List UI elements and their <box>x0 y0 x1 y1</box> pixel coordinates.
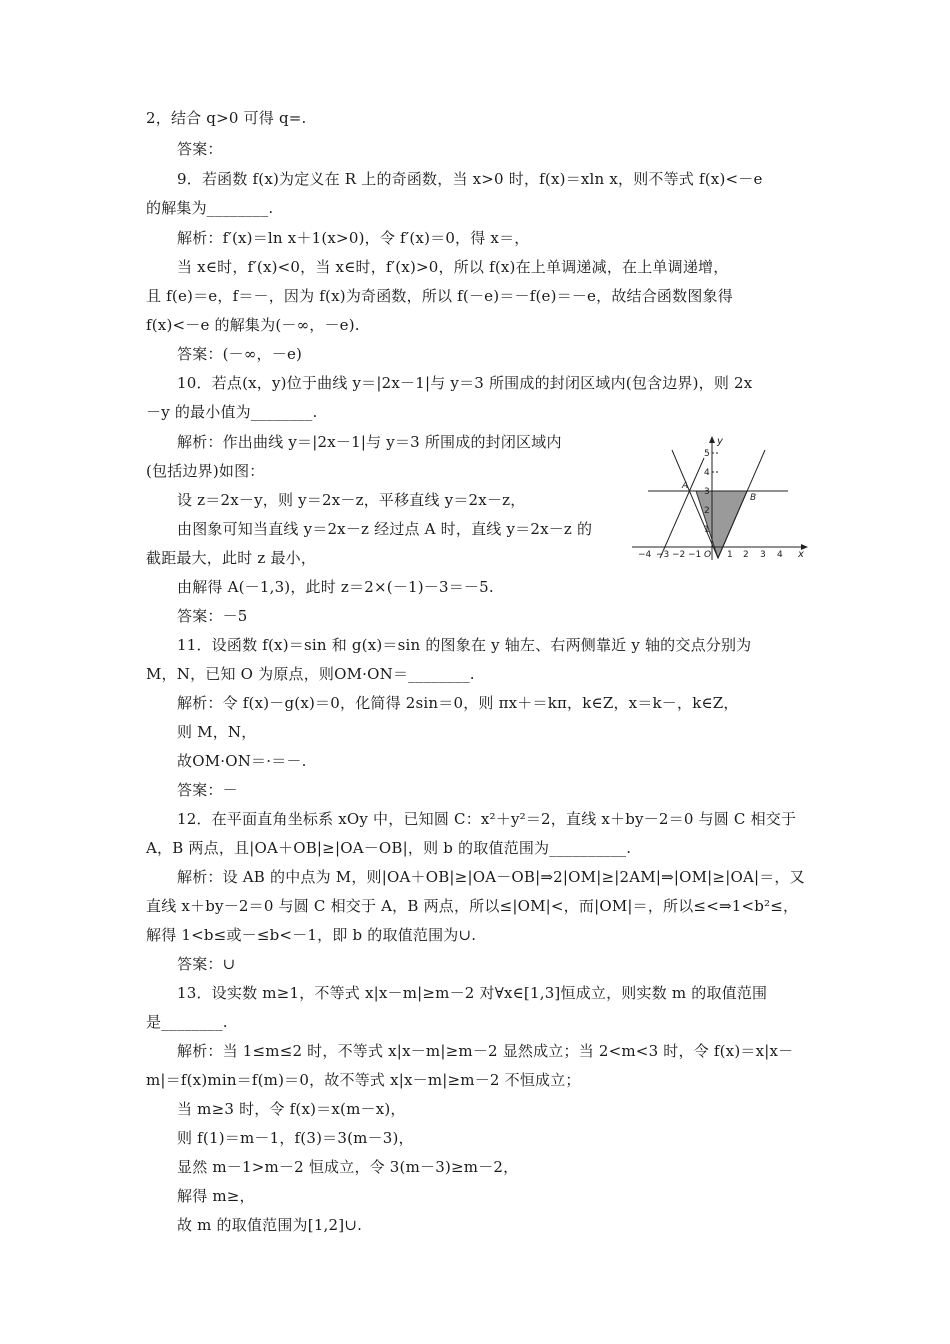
text-line: 答案：∪ <box>177 955 236 973</box>
text-line: A，B 两点，且|OA＋OB|≥|OA－OB|，则 b 的取值范围为__________. <box>146 839 632 857</box>
text-line: 9．若函数 f(x)为定义在 R 上的奇函数，当 x>0 时，f(x)＝xln x，则不等式 f(x)<－e <box>177 170 763 188</box>
text-line: 解析：f′(x)＝ln x＋1(x>0)，令 f′(x)＝0，得 x＝， <box>177 229 530 247</box>
text-line: 设 z＝2x－y，则 y＝2x－z，平移直线 y＝2x－z， <box>177 491 526 509</box>
text-line: 11．设函数 f(x)＝sin 和 g(x)＝sin 的图象在 y 轴左、右两侧靠近 y 轴的交点分别为 <box>177 636 752 654</box>
origin-label: O <box>704 550 712 560</box>
point-a-label: A <box>682 481 689 491</box>
text-line: 答案：－ <box>177 781 238 799</box>
text-line: 10．若点(x，y)位于曲线 y＝|2x－1|与 y＝3 所围成的封闭区域内(包含边界)，则 2x <box>177 374 753 392</box>
x-tick-label: 2 <box>743 550 749 560</box>
y-tick-label: 4 <box>704 468 710 478</box>
text-line: －y 的最小值为________. <box>146 403 318 421</box>
x-tick-label: 4 <box>777 550 783 560</box>
y-tick-label: 2 <box>704 506 710 516</box>
region-figure <box>628 432 814 562</box>
y-tick-label: 1 <box>704 525 710 535</box>
text-line: 显然 m－1>m－2 恒成立，令 3(m－3)≥m－2， <box>177 1158 519 1176</box>
text-line: 由图象可知当直线 y＝2x－z 经过点 A 时，直线 y＝2x－z 的 <box>177 520 593 538</box>
text-line: 且 f(e)＝e，f＝－，因为 f(x)为奇函数，所以 f(－e)＝－f(e)＝－e，故结合函数图象得 <box>146 287 733 305</box>
text-line: 解析：作出曲线 y＝|2x－1|与 y＝3 所围成的封闭区域内 <box>177 433 562 451</box>
text-line: 答案：－5 <box>177 607 248 625</box>
text-line: 解析：令 f(x)－g(x)＝0，化简得 2sin＝0，则 πx＋＝kπ，k∈Z，x＝k－，k∈Z， <box>177 694 739 712</box>
text-line: 直线 x＋by－2＝0 与圆 C 相交于 A，B 两点，所以≤|OM|<，而|OM|＝，所以≤<⇒1<b²≤， <box>146 897 799 915</box>
text-line: m|＝f(x)min＝f(m)＝0，故不等式 x|x－m|≥m－2 不恒成立； <box>146 1071 581 1089</box>
text-line: 答案：(－∞，－e) <box>177 345 303 363</box>
text-line: 由解得 A(－1,3)，此时 z＝2×(－1)－3＝－5. <box>177 578 494 596</box>
text-line: 解得 m≥， <box>177 1187 255 1205</box>
text-line: f(x)<－e 的解集为(－∞，－e). <box>146 316 360 334</box>
x-axis-label: x <box>798 549 804 560</box>
x-tick-label: −3 <box>656 550 670 560</box>
x-tick-label: −1 <box>688 550 702 560</box>
x-tick-label: 1 <box>727 550 733 560</box>
y-axis-label: y <box>717 436 723 447</box>
y-axis-arrow <box>709 436 715 443</box>
text-line: 故 m 的取值范围为[1,2]∪. <box>177 1216 363 1234</box>
text-line: 解析：当 1≤m≤2 时，不等式 x|x－m|≥m－2 显然成立；当 2<m<3 时，令 f(x)＝x|x－ <box>177 1042 794 1060</box>
y-tick-label: 5 <box>704 449 710 459</box>
x-tick-label: −4 <box>638 550 652 560</box>
text-line: 的解集为________. <box>146 199 274 217</box>
text-line: M，N，已知 O 为原点，则OM·ON＝________. <box>146 665 475 683</box>
text-line: 12．在平面直角坐标系 xOy 中，已知圆 C：x²＋y²＝2，直线 x＋by－2＝0 与圆 C 相交于 <box>177 810 797 828</box>
text-line: 当 m≥3 时，令 f(x)＝x(m－x)， <box>177 1100 406 1118</box>
text-line: 2，结合 q>0 可得 q=. <box>146 109 307 127</box>
y-tick-label: 3 <box>704 487 710 497</box>
text-line: 则 f(1)＝m－1，f(3)＝3(m－3)， <box>177 1129 414 1147</box>
text-line: 当 x∈时，f′(x)<0，当 x∈时，f′(x)>0，所以 f(x)在上单调递减，在上单调递增， <box>177 258 729 276</box>
text-line: 截距最大，此时 z 最小， <box>146 549 317 567</box>
text-line: 解得 1<b≤或－≤b<－1，即 b 的取值范围为∪. <box>146 926 477 944</box>
text-line: (包括边界)如图： <box>146 462 265 480</box>
text-line: 故OM·ON＝·＝－. <box>177 752 307 770</box>
text-line: 是________. <box>146 1013 228 1031</box>
x-tick-label: −2 <box>672 550 686 560</box>
text-line: 则 M，N， <box>177 723 257 741</box>
x-tick-label: 3 <box>760 550 766 560</box>
text-line: 13．设实数 m≥1，不等式 x|x－m|≥m－2 对∀x∈[1,3]恒成立，则实数 m 的取值范围 <box>177 984 768 1002</box>
text-line: 解析：设 AB 的中点为 M，则|OA＋OB|≥|OA－OB|⇒2|OM|≥|2AM|⇒|OM|≥|OA|＝，又 <box>177 868 805 886</box>
point-b-label: B <box>750 493 757 503</box>
text-line: 答案： <box>177 140 223 158</box>
